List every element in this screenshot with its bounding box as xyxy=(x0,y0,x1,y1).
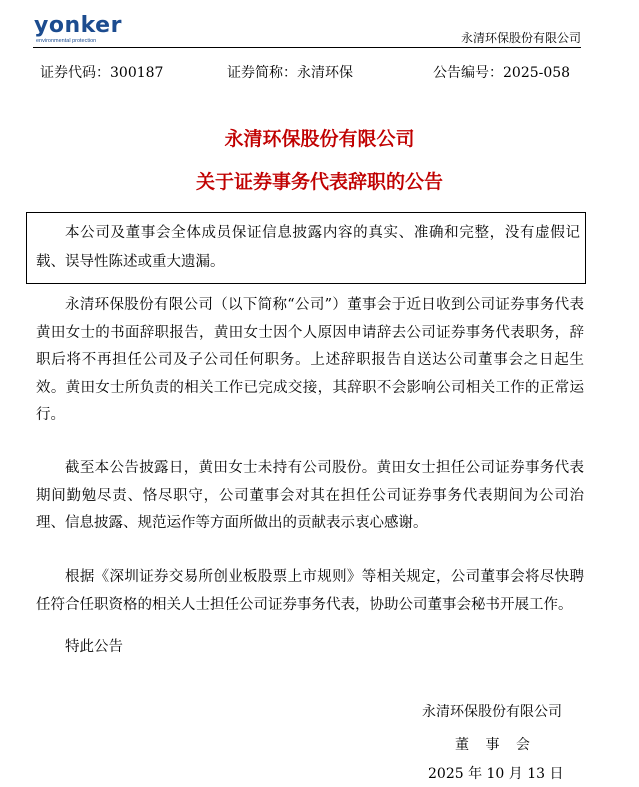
announcement-number: 公告编号：2025-058 xyxy=(433,65,571,81)
signature-company: 永清环保股份有限公司 xyxy=(422,704,562,720)
signature-board: 董 事 会 xyxy=(455,737,536,753)
title-subject: 关于证券事务代表辞职的公告 xyxy=(195,171,443,193)
logo-wordmark: yonker xyxy=(34,13,122,38)
body-paragraph-1: 永清环保股份有限公司（以下简称“公司”）董事会于近日收到公司证券事务代表黄田女士的书面辞职报告，黄田女士因个人原因申请辞去公司证券事务代表职务，辞职后将不再担任公司及子公司任何职务。上述辞职报告自送达公司董事会之日起生效。黄田女士所负责的相关工作已完成交接，其辞职不会影响公司相关工作的正常运行。 xyxy=(36,297,584,423)
closing-remark: 特此公告 xyxy=(65,639,123,655)
stock-short-name: 证券简称：永清环保 xyxy=(227,65,353,81)
disclosure-notice: 本公司及董事会全体成员保证信息披露内容的真实、准确和完整，没有虚假记载、误导性陈述或重大遗漏。 xyxy=(36,225,580,270)
body-paragraph-3: 根据《深圳证券交易所创业板股票上市规则》等相关规定，公司董事会将尽快聘任符合任职资格的相关人士担任公司证券事务代表，协助公司董事会秘书开展工作。 xyxy=(36,569,584,613)
logo-tagline: environmental protection xyxy=(36,38,97,44)
header-company-name: 永清环保股份有限公司 xyxy=(460,31,581,45)
body-paragraph-2: 截至本公告披露日，黄田女士未持有公司股份。黄田女士担任公司证券事务代表期间勤勉尽责、恪尽职守，公司董事会对其在担任公司证券事务代表期间为公司治理、信息披露、规范运作等方面所做出的贡献表示衷心感谢。 xyxy=(36,460,584,531)
stock-code: 证券代码：300187 xyxy=(40,65,164,81)
signature-date: 2025 年 10 月 13 日 xyxy=(428,766,564,782)
title-company: 永清环保股份有限公司 xyxy=(224,128,415,150)
company-logo xyxy=(34,13,122,44)
header-divider xyxy=(33,47,581,48)
